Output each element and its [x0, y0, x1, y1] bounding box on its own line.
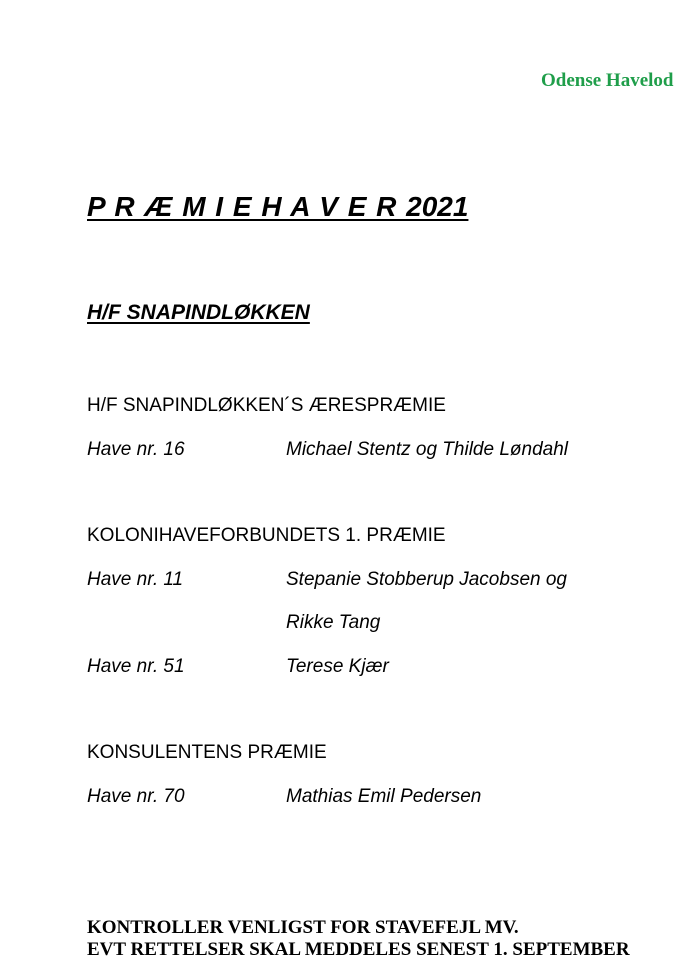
section-heading-consultant-prize: KONSULENTENS PRÆMIE — [87, 742, 327, 763]
winner-name: Michael Stentz og Thilde Løndahl — [286, 439, 568, 460]
garden-number: Have nr. 70 — [87, 786, 185, 807]
winner-name: Stepanie Stobberup Jacobsen og — [286, 569, 567, 590]
section-heading-honorary-prize: H/F SNAPINDLØKKEN´S ÆRESPRÆMIE — [87, 395, 446, 416]
winner-name: Rikke Tang — [286, 612, 381, 633]
association-subtitle: H/F SNAPINDLØKKEN — [87, 301, 310, 324]
section-heading-federation-prize: KOLONIHAVEFORBUNDETS 1. PRÆMIE — [87, 525, 446, 546]
winner-name: Terese Kjær — [286, 656, 389, 677]
winner-name: Mathias Emil Pedersen — [286, 786, 482, 807]
correction-deadline-notice: EVT RETTELSER SKAL MEDDELES SENEST 1. SEPTEMBER — [87, 939, 630, 960]
spellcheck-notice: KONTROLLER VENLIGST FOR STAVEFEJL MV. — [87, 917, 519, 938]
garden-number: Have nr. 51 — [87, 656, 185, 677]
garden-number: Have nr. 11 — [87, 569, 184, 590]
organization-name: Odense Havelod — [541, 70, 674, 91]
document-title: P R Æ M I E H A V E R 2021 — [87, 191, 469, 222]
garden-number: Have nr. 16 — [87, 439, 185, 460]
